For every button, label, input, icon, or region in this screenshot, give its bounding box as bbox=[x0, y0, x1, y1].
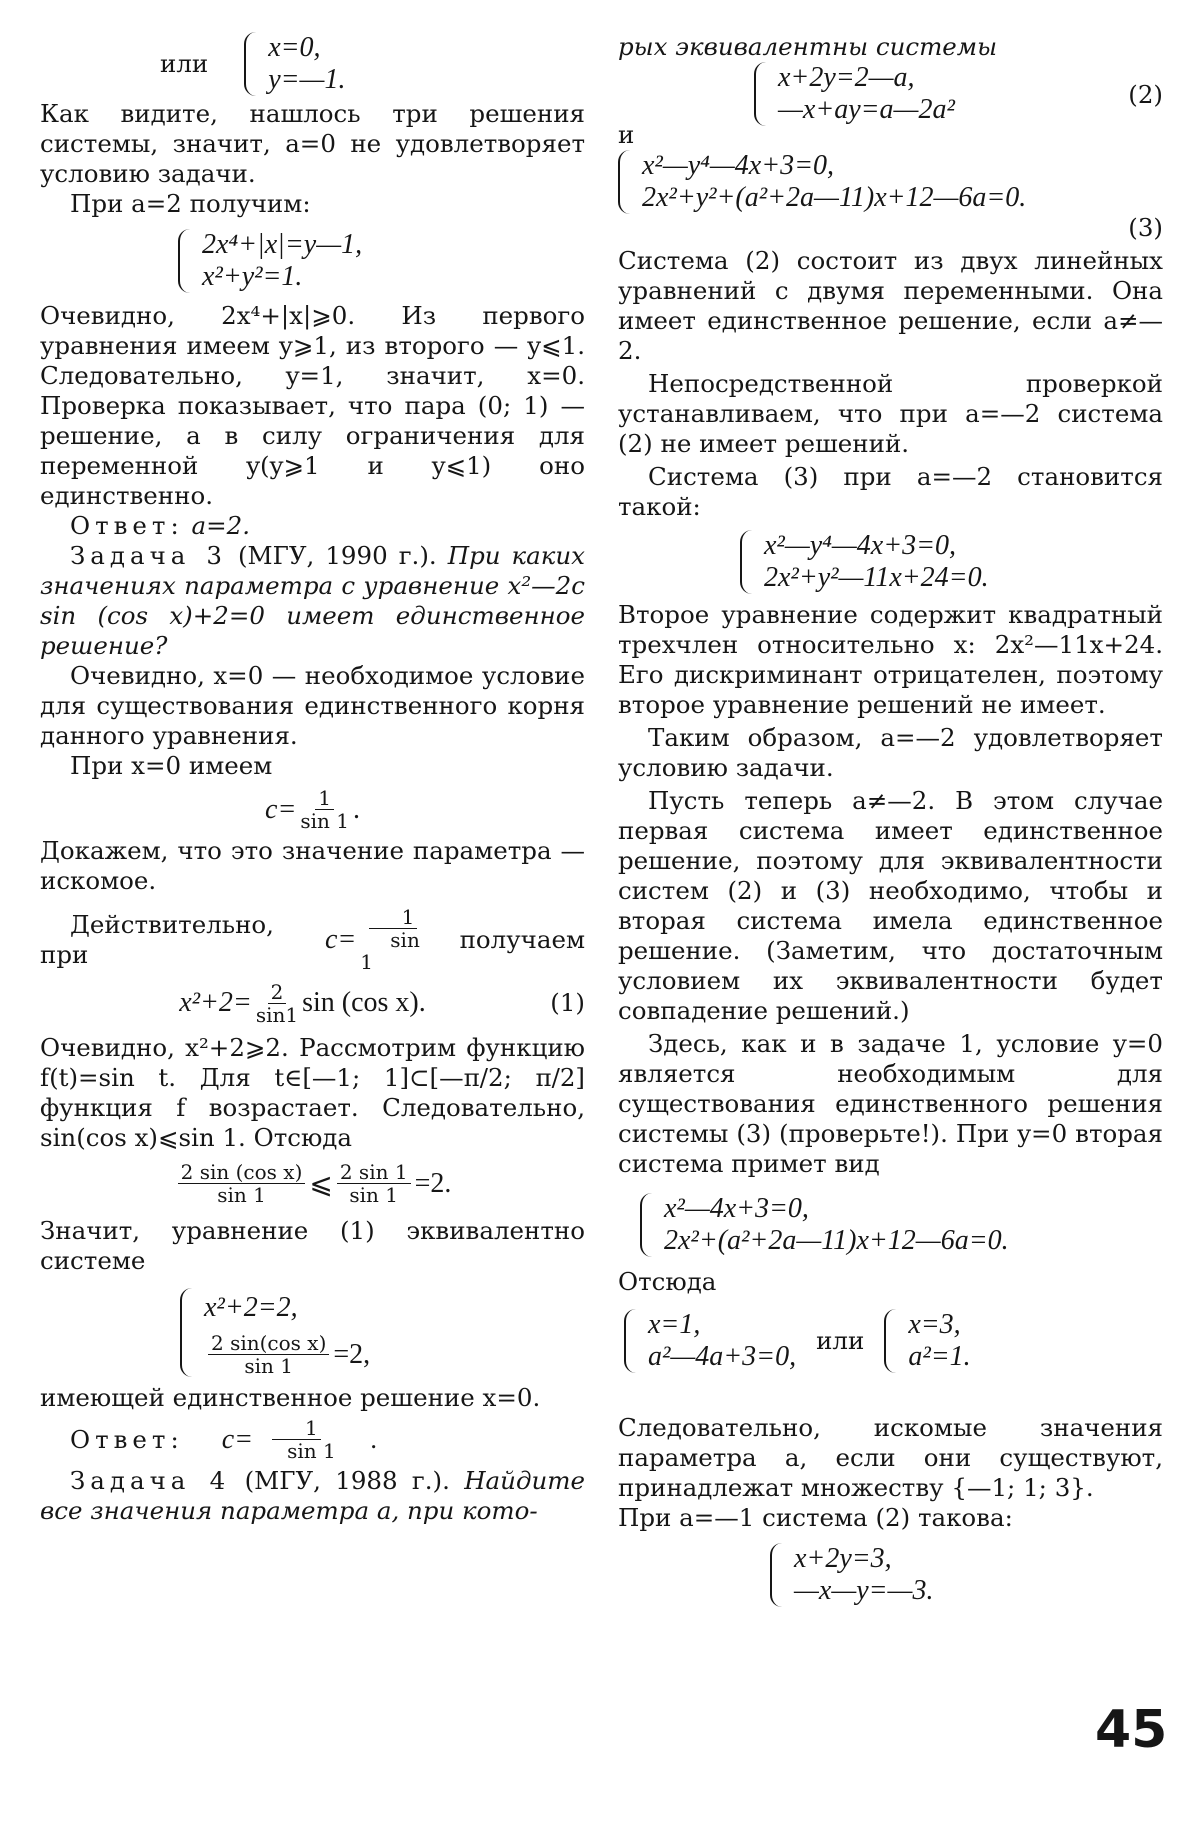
brace bbox=[754, 62, 768, 126]
paragraph: рых эквивалентны системы bbox=[618, 32, 998, 61]
left-column bbox=[40, 32, 585, 1526]
paragraph: Система (2) состоит из двух линейных уравнений с двумя переменными. Она имеет единственное решение, если a≠—2. bbox=[618, 246, 1163, 365]
denominator: sin 1 bbox=[244, 1354, 293, 1378]
numerator: 2 sin 1 bbox=[337, 1161, 411, 1184]
numerator: 1 bbox=[369, 906, 418, 929]
denominator: sin 1 bbox=[217, 1183, 266, 1207]
system-r1 bbox=[754, 62, 1163, 126]
numerator: 2 sin(cos x) bbox=[208, 1332, 329, 1355]
paragraph: Здесь, как и в задаче 1, условие y=0 является необходимым для существования единственного решения системы (3) (проверьте!). При y=0 вторая система примет вид bbox=[618, 1029, 1163, 1178]
paragraph: Следовательно, искомые значения параметра a, если они существуют, принадлежат множеству {—1; 1; 3}. bbox=[618, 1413, 1163, 1502]
system-line: x²—y⁴—4x+3=0, bbox=[642, 150, 834, 181]
system-line: x²+2=2, bbox=[204, 1292, 298, 1323]
paragraph: При a=—1 система (2) такова: bbox=[618, 1503, 1013, 1532]
equation-part: x²+2= bbox=[179, 987, 252, 1018]
equation-part: sin (cos x). bbox=[302, 987, 426, 1018]
paragraph: Таким образом, a=—2 удовлетворяет условию задачи. bbox=[618, 723, 1163, 782]
system-r5b bbox=[884, 1309, 970, 1373]
system-line: x²—4x+3=0, bbox=[664, 1193, 809, 1224]
denominator: sin 1 bbox=[349, 1183, 399, 1207]
equation-number: (1) bbox=[550, 988, 585, 1017]
paragraph: Очевидно, x²+2⩾2. Рассмотрим функцию f(t)=sin t. Для t∈[—1; 1]⊂[—π/2; π/2] функция f возрастает. Следовательно, sin(cos x)⩽sin 1. Отсюда bbox=[40, 1033, 585, 1152]
system-line bbox=[204, 1332, 370, 1377]
paragraph: Очевидно, 2x⁴+|x|⩾0. Из первого уравнения имеем y⩾1, из второго — y⩽1. Следовательно, y=1, значит, x=0. Проверка показывает, что пара (0; 1) — решение, а в силу ограничения для переменной y(y⩾1 и y⩽1) оно единственно. bbox=[40, 301, 585, 510]
paragraph: Пусть теперь a≠—2. В этом случае первая система имеет единственное решение, поэтому для эквивалентности систем (2) и (3) необходимо, чтобы и вторая система имела единственное решение. (Заметим, что достаточным условием их эквивалентности будет совпадение решений.) bbox=[618, 786, 1163, 1025]
paragraph: имеющей единственное решение x=0. bbox=[40, 1383, 541, 1412]
fraction bbox=[208, 1332, 329, 1377]
system-line: x+2y=3, bbox=[794, 1543, 892, 1574]
fraction bbox=[257, 1417, 336, 1462]
system-r2 bbox=[618, 150, 1163, 214]
brace bbox=[618, 150, 632, 214]
brace bbox=[884, 1309, 898, 1373]
answer-value: a=2. bbox=[191, 511, 251, 540]
system-line: 2x²+y²+(a²+2a—11)x+12—6a=0. bbox=[642, 182, 1027, 213]
system-1 bbox=[178, 229, 585, 293]
paragraph: Второе уравнение содержит квадратный трехчлен относительно x: 2x²—11x+24. Его дискриминант отрицателен, поэтому второе уравнение решений не имеет. bbox=[618, 600, 1163, 719]
task-4 bbox=[40, 1466, 585, 1526]
task-label: Задача 4 bbox=[70, 1466, 231, 1495]
page-number: 45 bbox=[1095, 1700, 1168, 1760]
task-source: (МГУ, 1988 г.). bbox=[244, 1466, 450, 1495]
or-word: или bbox=[160, 49, 209, 78]
brace bbox=[740, 530, 754, 594]
denominator: sin 1 bbox=[300, 809, 349, 833]
system-line: —x—y=—3. bbox=[794, 1575, 934, 1606]
paragraph: При x=0 имеем bbox=[70, 751, 273, 780]
paragraph: Как видите, нашлось три решения системы, значит, a=0 не удовлетворяет условию задачи. bbox=[40, 99, 585, 188]
paragraph-indeed bbox=[40, 906, 585, 973]
brace bbox=[770, 1543, 784, 1607]
or-word: или bbox=[816, 1326, 865, 1355]
fraction bbox=[337, 1161, 411, 1206]
system-0 bbox=[160, 32, 585, 96]
fraction bbox=[178, 1161, 306, 1206]
task-source: (МГУ, 1990 г.). bbox=[237, 541, 437, 570]
brace bbox=[178, 229, 192, 293]
fraction bbox=[360, 906, 425, 973]
system-line: x=0, bbox=[268, 32, 321, 63]
answer-line bbox=[40, 511, 585, 541]
task-3 bbox=[40, 541, 585, 661]
system-line: —x+ay=a—2a² bbox=[778, 94, 955, 125]
equation-c bbox=[40, 787, 585, 832]
paragraph: Отсюда bbox=[618, 1267, 717, 1296]
numerator: 2 bbox=[268, 981, 287, 1004]
system-line: 2x²+(a²+2a—11)x+12—6a=0. bbox=[664, 1225, 1009, 1256]
brace bbox=[180, 1288, 194, 1377]
fraction bbox=[300, 787, 349, 832]
numerator: 1 bbox=[272, 1417, 321, 1440]
paragraph: Система (3) при a=—2 становится такой: bbox=[618, 462, 1163, 521]
solutions-row bbox=[624, 1309, 1163, 1373]
paragraph: Непосредственной проверкой устанавливаем, что при a=—2 система (2) не имеет решений. bbox=[618, 369, 1163, 458]
fraction bbox=[256, 981, 298, 1026]
equation-part: c= bbox=[221, 1423, 254, 1455]
inequality bbox=[40, 1161, 585, 1206]
task-label: Задача 3 bbox=[70, 541, 227, 570]
paragraph: Докажем, что это значение параметра — искомое. bbox=[40, 836, 585, 895]
brace bbox=[624, 1309, 638, 1373]
system-line: x=3, bbox=[908, 1309, 961, 1340]
system-line: 2x²+y²—11x+24=0. bbox=[764, 562, 989, 593]
answer-line bbox=[40, 1417, 585, 1462]
system-r3 bbox=[740, 530, 1163, 594]
equation-part: c= bbox=[324, 923, 357, 955]
system-line: a²—4a+3=0, bbox=[648, 1341, 797, 1372]
denominator: sin1 bbox=[255, 1002, 299, 1027]
system-line: x+2y=2—a, bbox=[778, 62, 915, 93]
denominator: sin 1 bbox=[360, 928, 420, 974]
system-line: 2x⁴+|x|=y—1, bbox=[202, 229, 363, 260]
system-line: x²—y⁴—4x+3=0, bbox=[764, 530, 956, 561]
paragraph: и bbox=[618, 120, 635, 149]
paragraph: При a=2 получим: bbox=[70, 189, 311, 218]
answer-label: Ответ: bbox=[70, 511, 184, 540]
paragraph: Очевидно, x=0 — необходимое условие для существования единственного корня данного уравнения. bbox=[40, 661, 585, 750]
equation-1 bbox=[40, 973, 585, 1033]
denominator: sin 1 bbox=[287, 1439, 336, 1463]
numerator: 2 sin (cos x) bbox=[178, 1161, 306, 1184]
system-r6 bbox=[770, 1543, 1163, 1607]
system-r4 bbox=[640, 1193, 1163, 1257]
equation-number: (3) bbox=[1128, 213, 1163, 242]
right-column bbox=[618, 32, 1163, 1607]
system-2 bbox=[180, 1288, 585, 1377]
equation-part: c= bbox=[265, 793, 297, 825]
system-2-block bbox=[618, 62, 1163, 126]
answer-label: Ответ: bbox=[70, 1424, 184, 1454]
brace bbox=[244, 32, 258, 96]
equation-number: (2) bbox=[1128, 80, 1163, 109]
system-line: a²=1. bbox=[908, 1341, 971, 1372]
equation-part: =2. bbox=[414, 1167, 452, 1199]
system-r5a bbox=[624, 1309, 796, 1373]
task-text: При каких значениях параметра c уравнение x²—2c sin (cos x)+2=0 имеет единственное решение? bbox=[40, 541, 585, 660]
numerator: 1 bbox=[315, 787, 334, 810]
system-line: y=—1. bbox=[268, 64, 346, 95]
text: Действительно, при bbox=[40, 909, 274, 969]
paragraph: Значит, уравнение (1) эквивалентно системе bbox=[40, 1216, 585, 1275]
equation-part: . bbox=[369, 1424, 378, 1454]
text: получаем bbox=[459, 924, 585, 954]
system-line: x²+y²=1. bbox=[202, 261, 303, 292]
system-line: x=1, bbox=[648, 1309, 701, 1340]
equation-part: =2, bbox=[333, 1338, 371, 1370]
equation-part: . bbox=[352, 793, 360, 825]
task-text: Найдите все значения параметра a, при кото- bbox=[40, 1466, 585, 1525]
brace bbox=[640, 1193, 654, 1257]
equation-part: ⩽ bbox=[309, 1168, 333, 1200]
